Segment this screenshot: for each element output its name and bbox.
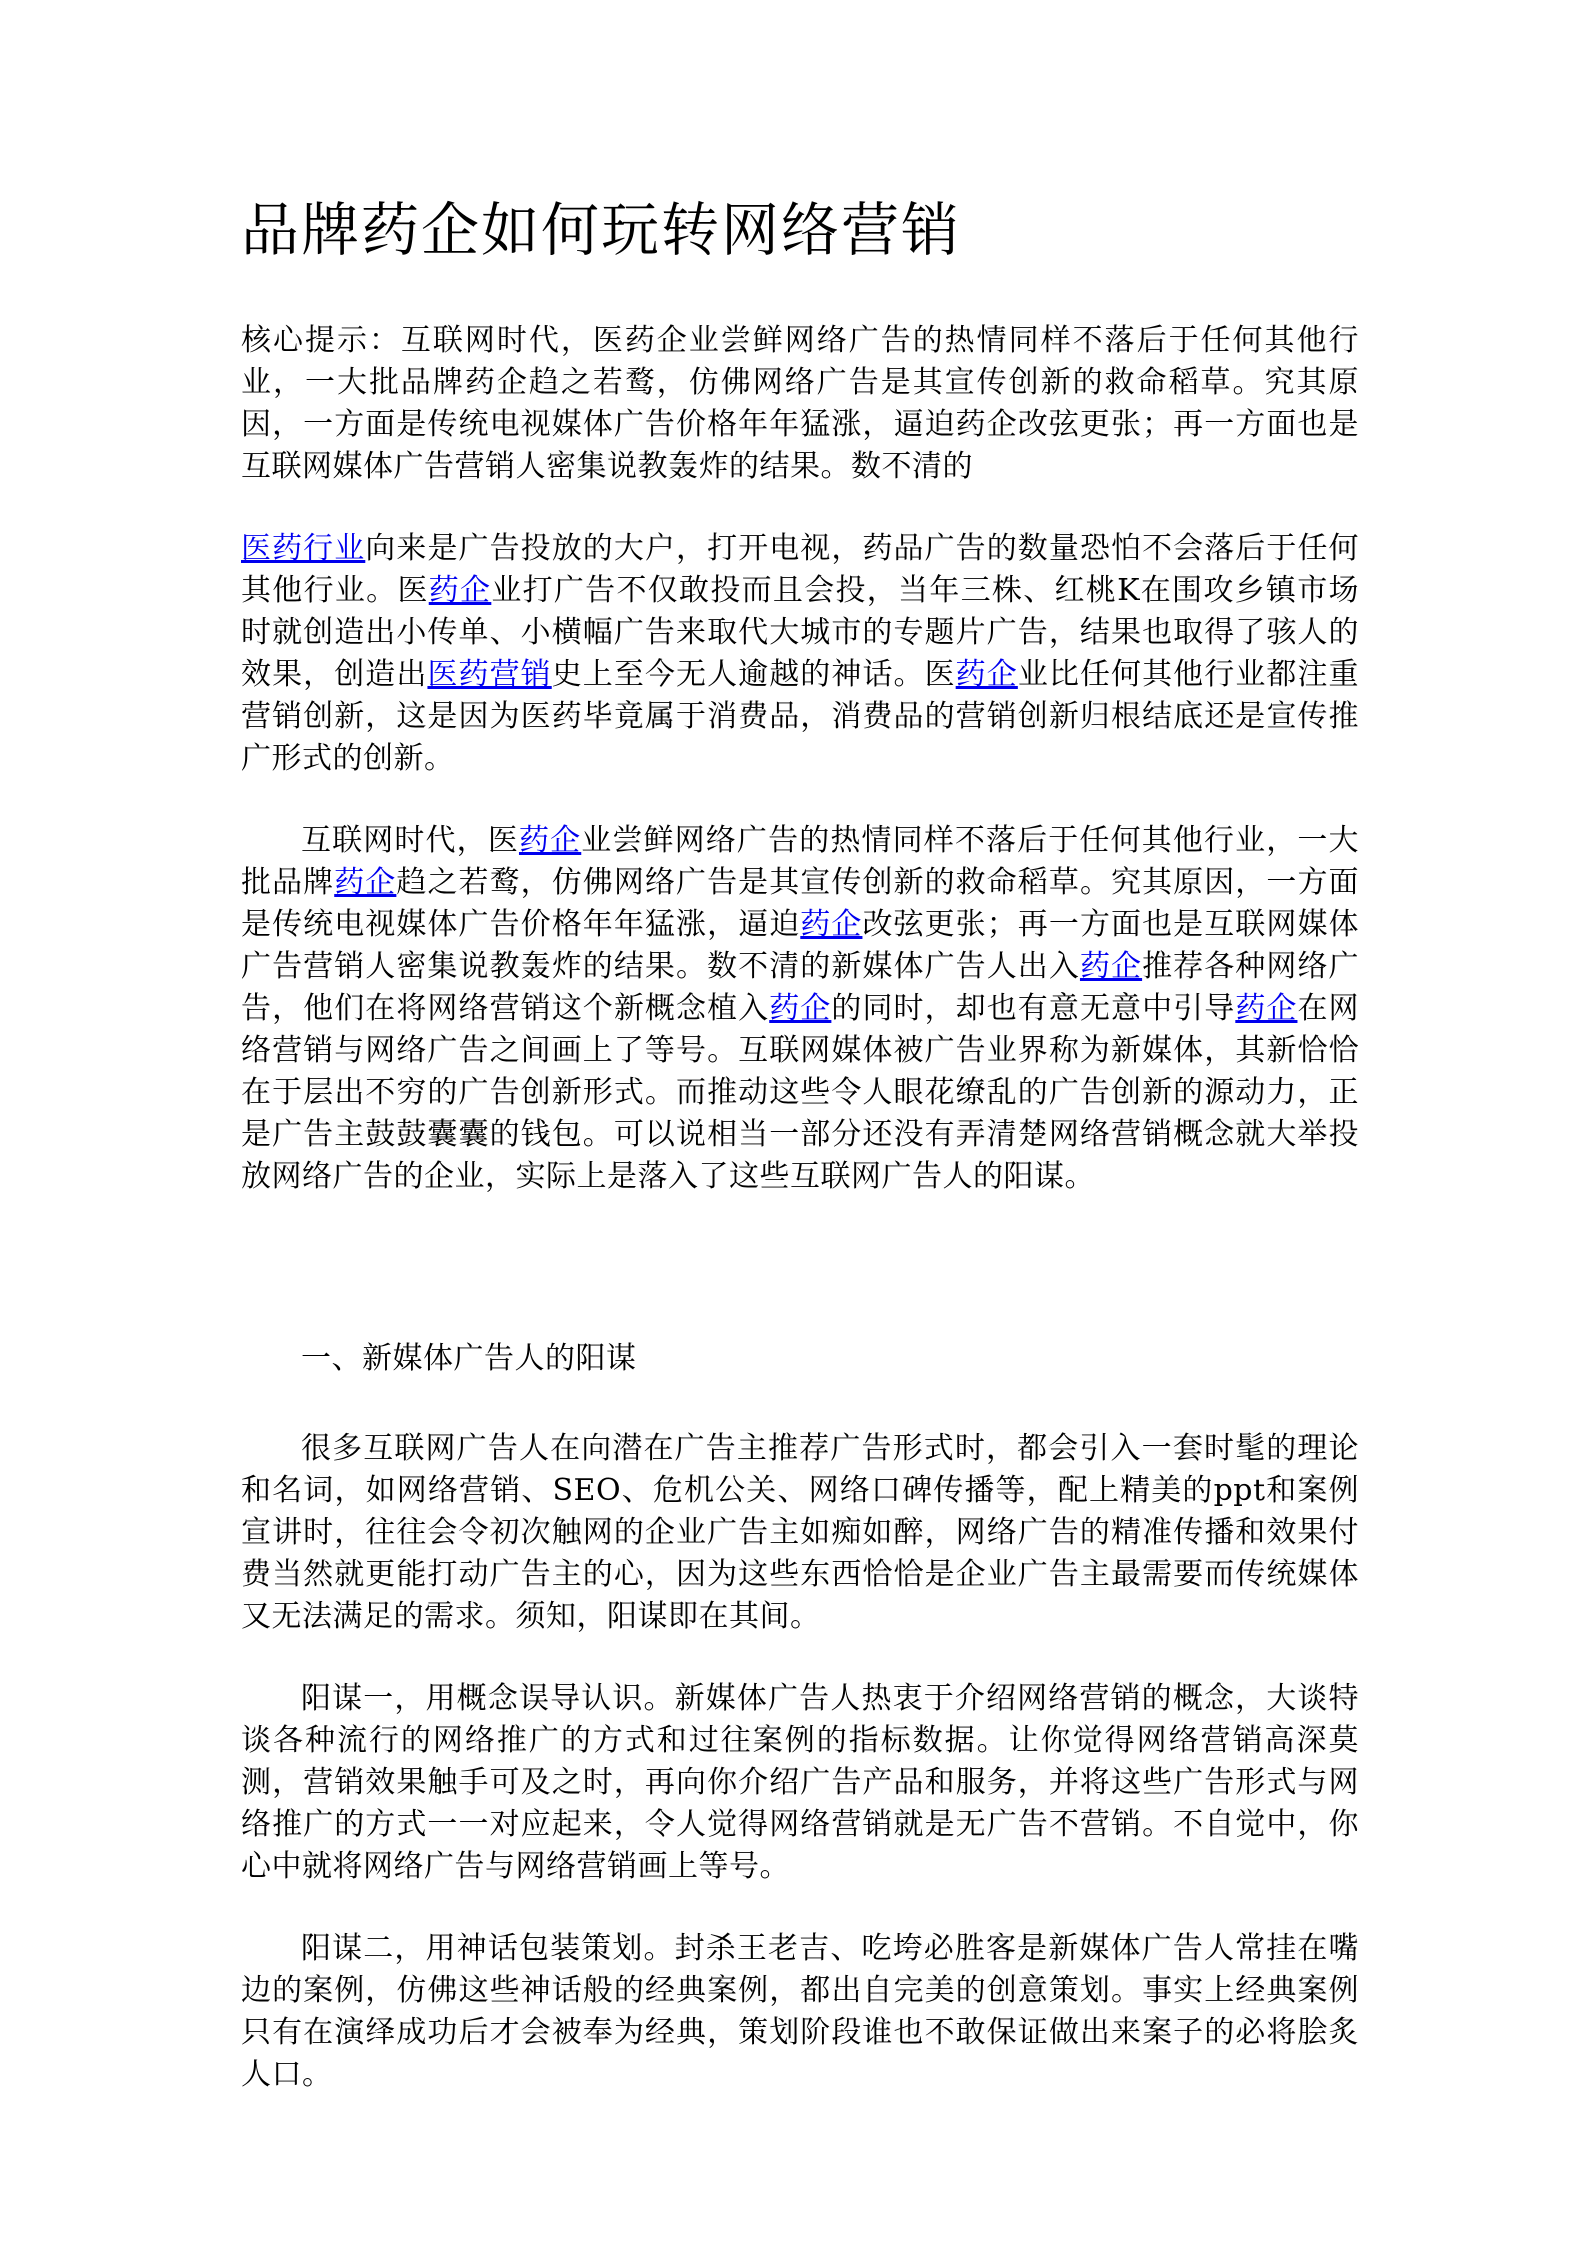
link-pharma-company[interactable]: 药企 — [955, 657, 1018, 692]
paragraph-scheme-one: 阳谋一，用概念误导认识。新媒体广告人热衷于介绍网络营销的概念，大谈特谈各种流行的网络推广的方式和过往案例的指标数据。让你觉得网络营销高深莫测，营销效果触手可及之时，再向你介绍广告产品和服务，并将这些广告形式与网络推广的方式一一对应起来，令人觉得网络营销就是无广告不营销。不自觉中，你心中就将网络广告与网络营销画上等号。 — [241, 1681, 1359, 1884]
link-pharma-company[interactable]: 药企 — [518, 823, 582, 858]
article-body — [241, 190, 1359, 2096]
paragraph-scheme-two: 阳谋二，用神话包装策划。封杀王老吉、吃垮必胜客是新媒体广告人常挂在嘴边的案例，仿佛这些神话般的经典案例，都出自完美的创意策划。事实上经典案例只有在演绎成功后才会被奉为经典，策划阶段谁也不敢保证做出来案子的必将脍炙人口。 — [241, 1931, 1359, 2092]
section-heading: 一、新媒体广告人的阳谋 — [301, 1341, 637, 1376]
paragraph-internet-era — [241, 820, 1359, 1198]
link-pharma-company[interactable]: 药企 — [1235, 991, 1298, 1026]
link-pharma-company[interactable]: 药企 — [1079, 949, 1143, 984]
text-segment: 互联网时代，医 — [301, 823, 519, 858]
paragraph-industry — [241, 528, 1359, 780]
text-segment: 趋之若鹜，仿佛网络广告是其宣传创新的救命稻草。究其原因，一方面是传统电视媒体广告价格年年猛涨，逼迫 — [241, 865, 1360, 942]
text-segment: 的同时，却也有意无意中引导 — [831, 991, 1236, 1026]
link-medical-marketing[interactable]: 医药营销 — [427, 657, 552, 692]
text-segment: 改弦更张；再一方面也是互联网媒体广告营销人密集说教轰炸的结果。数不清的新媒体广告人出入 — [241, 907, 1360, 984]
text-segment: 推荐各种网络广告，他们在将网络营销这个新概念植入 — [241, 949, 1360, 1026]
paragraph-ad-people: 很多互联网广告人在向潜在广告主推荐广告形式时，都会引入一套时髦的理论和名词，如网络营销、SEO、危机公关、网络口碑传播等，配上精美的ppt和案例宣讲时，往往会令初次触网的企业广告主如痴如醉，网络广告的精准传播和效果付费当然就更能打动广告主的心，因为这些东西恰恰是企业广告主最需要而传统媒体又无法满足的需求。须知，阳谋即在其间。 — [241, 1431, 1359, 1634]
summary-paragraph: 核心提示：互联网时代，医药企业尝鲜网络广告的热情同样不落后于任何其他行业，一大批品牌药企趋之若鹜，仿佛网络广告是其宣传创新的救命稻草。究其原因，一方面是传统电视媒体广告价格年年猛涨，逼迫药企改弦更张；再一方面也是互联网媒体广告营销人密集说教轰炸的结果。数不清的 — [241, 323, 1359, 484]
link-pharma-company[interactable]: 药企 — [334, 865, 397, 900]
text-segment: 向来是广告投放的大户，打开电视，药品广告的数量恐怕不会落后于任何其他行业。医 — [241, 531, 1360, 608]
text-segment: 业打广告不仅敢投而且会投，当年三株、红桃K在围攻乡镇市场时就创造出小传单、小横幅广告来取代大城市的专题片广告，结果也取得了骇人的效果，创造出 — [241, 573, 1359, 692]
link-pharma-company[interactable]: 药企 — [428, 573, 492, 608]
link-medical-industry[interactable]: 医药行业 — [241, 531, 366, 566]
text-segment: 业比任何其他行业都注重营销创新，这是因为医药毕竟属于消费品，消费品的营销创新归根结底还是宣传推广形式的创新。 — [241, 657, 1360, 776]
text-segment: 业尝鲜网络广告的热情同样不落后于任何其他行业，一大批品牌 — [241, 823, 1360, 900]
text-segment: 在网络营销与网络广告之间画上了等号。互联网媒体被广告业界称为新媒体，其新恰恰在于层出不穷的广告创新形式。而推动这些令人眼花缭乱的广告创新的源动力，正是广告主鼓鼓囊囊的钱包。可以说相当一部分还没有弄清楚网络营销概念就大举投放网络广告的企业，实际上是落入了这些互联网广告人的阳谋。 — [241, 991, 1360, 1194]
link-pharma-company[interactable]: 药企 — [800, 907, 863, 942]
article-title: 品牌药企如何玩转网络营销 — [241, 196, 962, 264]
link-pharma-company[interactable]: 药企 — [769, 991, 832, 1026]
text-segment: 史上至今无人逾越的神话。医 — [551, 657, 956, 692]
